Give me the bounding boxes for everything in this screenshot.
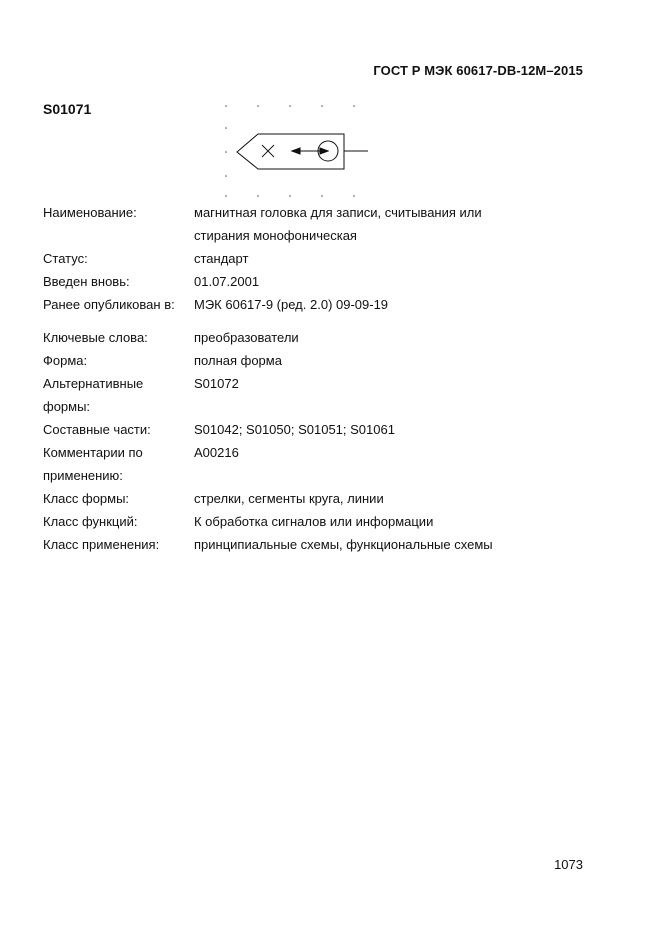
field-label: Альтернативные [43, 376, 144, 391]
field-label-continued: применению: [43, 468, 123, 483]
field-value: полная форма [194, 353, 282, 368]
field-label: Класс применения: [43, 537, 160, 552]
field-value: магнитная головка для записи, считывания или [194, 205, 482, 220]
field-label: Статус: [43, 251, 88, 266]
field-value: преобразователи [194, 330, 299, 345]
field-value: К обработка сигналов или информации [194, 514, 434, 529]
field-label: Форма: [43, 353, 88, 368]
field-value: S01072 [194, 376, 239, 391]
field-value: принципиальные схемы, функциональные схемы [194, 537, 493, 552]
field-value: S01042; S01050; S01051; S01061 [194, 422, 395, 437]
field-value: 01.07.2001 [194, 274, 260, 289]
page-number: 1073 [554, 857, 583, 872]
field-value-continued: стирания монофоническая [194, 228, 357, 243]
field-value: стрелки, сегменты круга, линии [194, 491, 384, 506]
magnetic-head-symbol [218, 98, 378, 202]
field-label: Ранее опубликован в: [43, 297, 175, 312]
field-value: МЭК 60617-9 (ред. 2.0) 09-09-19 [194, 297, 389, 312]
field-label: Составные части: [43, 422, 151, 437]
cross-mark [262, 145, 274, 157]
field-label: Введен вновь: [43, 274, 130, 289]
field-value: A00216 [194, 445, 239, 460]
field-label: Наименование: [43, 205, 137, 220]
field-label-continued: формы: [43, 399, 91, 414]
symbol-code: S01071 [43, 101, 92, 117]
field-label: Ключевые слова: [43, 330, 148, 345]
field-label: Класс функций: [43, 514, 138, 529]
field-label: Комментарии по [43, 445, 143, 460]
standard-header: ГОСТ Р МЭК 60617-DB-12M–2015 [373, 63, 583, 78]
double-arrow [292, 148, 328, 154]
field-label: Класс формы: [43, 491, 130, 506]
field-value: стандарт [194, 251, 249, 266]
